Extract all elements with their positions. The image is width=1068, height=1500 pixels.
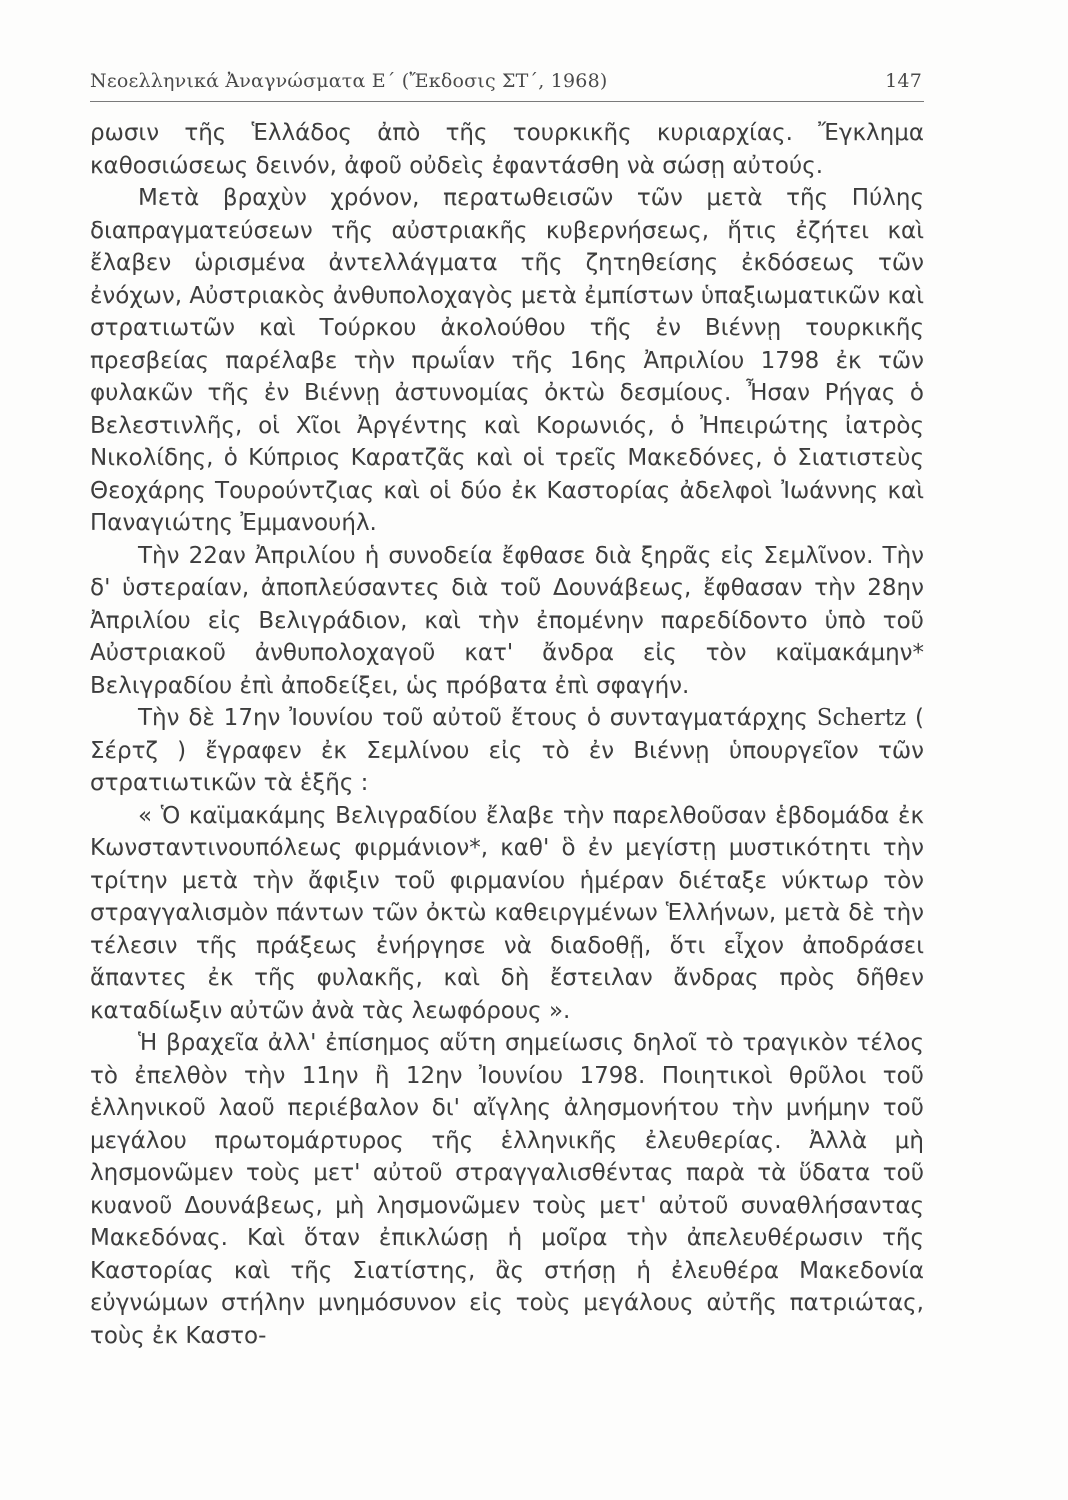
paragraph-arrest: Μετὰ βραχὺν χρόνον, περατωθεισῶν τῶν μετὰ τῆς Πύλης διαπραγματεύσεων τῆς αὐστριακῆς κυβερνήσεως, ἥτις ἐζήτει καὶ ἔλαβεν ὡρισμένα ἀντελλάγματα τῆς ζητηθείσης ἐκδόσεως τῶν ἐνόχων, Αὐστριακὸς ἀνθυπολοχαγὸς μετὰ ἐμπίστων ὑπαξιωματικῶν καὶ στρατιωτῶν καὶ Τούρκου ἀκολούθου τῆς ἐν Βιέννῃ τουρκικῆς πρεσβείας παρέλαβε τὴν πρωΐαν τῆς 16ης Ἀπριλίου 1798 ἐκ τῶν φυλακῶν τῆς ἐν Βιέννῃ ἀστυνομίας ὀκτὼ δεσμίους. Ἦσαν Ρήγας ὁ Βελεστινλῆς, οἱ Χῖοι Ἀργέντης καὶ Κορωνιός, ὁ Ἠπειρώτης ἰατρὸς Νικολίδης, ὁ Κύπριος Καρατζᾶς καὶ οἱ τρεῖς Μακεδόνες, ὁ Σιατιστεὺς Θεοχάρης Τουρούντζιας καὶ οἱ δύο ἐκ Καστορίας ἀδελφοὶ Ἰωάννης καὶ Παναγιώτης Ἐμμανουήλ. (90, 185, 924, 536)
paragraph-journey: Τὴν 22αν Ἀπριλίου ἡ συνοδεία ἔφθασε διὰ ξηρᾶς εἰς Σεμλῖνον. Τὴν δ' ὑστεραίαν, ἀποπλεύσαντες διὰ τοῦ Δουνάβεως, ἔφθασαν τὴν 28ην Ἀπριλίου εἰς Βελιγράδιον, καὶ τὴν ἐπομένην παρεδίδοντο ὑπὸ τοῦ Αὐστριακοῦ ἀνθυπολοχαγοῦ κατ' ἄνδρα εἰς τὸν καϊμακάμην* Βελιγραδίου ἐπὶ ἀποδείξει, ὡς πρόβατα ἐπὶ σφαγήν. (90, 542, 924, 699)
paragraph-report-intro (90, 702, 924, 800)
report-intro-after: ( Σέρτζ ) ἔγραφεν ἐκ Σεμλίνου εἰς τὸ ἐν Βιέννῃ ὑπουργεῖον τῶν στρατιωτικῶν τὰ ἑξῆς : (90, 705, 924, 796)
running-head-title: Νεοελληνικά Ἀναγνώσματα Ε΄ (Ἔκδοσις ΣΤ΄, 1968) (90, 70, 608, 92)
paragraph-quotation: « Ὁ καϊμακάμης Βελιγραδίου ἔλαβε τὴν παρελθοῦσαν ἑβδομάδα ἐκ Κωνσταντινουπόλεως φιρμάνιον*, καθ' ὃ ἐν μεγίστῃ μυστικότητι τὴν τρίτην μετὰ τὴν ἄφιξιν τοῦ φιρμανίου ἡμέραν διέταξε νύκτωρ τὸν στραγγαλισμὸν πάντων τῶν ὀκτὼ καθειργμένων Ἑλλήνων, μετὰ δὲ τὴν τέλεσιν τῆς πράξεως ἐνήργησε νὰ διαδοθῇ, ὅτι εἶχον ἀποδράσει ἅπαντες ἐκ τῆς φυλακῆς, καὶ δὴ ἔστειλαν ἄνδρας πρὸς δῆθεν καταδίωξιν αὐτῶν ἀνὰ τὰς λεωφόρους ». (90, 802, 924, 1024)
header-rule (90, 101, 924, 102)
report-intro-before: Τὴν δὲ 17ην Ἰουνίου τοῦ αὐτοῦ ἔτους ὁ συνταγματάρχης (138, 705, 817, 731)
paragraph-conclusion: Ἡ βραχεῖα ἀλλ' ἐπίσημος αὕτη σημείωσις δηλοῖ τὸ τραγικὸν τέλος τὸ ἐπελθὸν τὴν 11ην ἢ 12ην Ἰουνίου 1798. Ποιητικοὶ θρῦλοι τοῦ ἑλληνικοῦ λαοῦ περιέβαλον δι' αἴγλης ἀλησμονήτου τὴν μνήμην τοῦ μεγάλου πρωτομάρτυρος τῆς ἑλληνικῆς ἐλευθερίας. Ἀλλὰ μὴ λησμονῶμεν τοὺς μετ' αὐτοῦ στραγγαλισθέντας παρὰ τὰ ὕδατα τοῦ κυανοῦ Δουνάβεως, μὴ λησμονῶμεν τοὺς μετ' αὐτοῦ συναθλήσαντας Μακεδόνας. Καὶ ὅταν ἐπικλώσῃ ἡ μοῖρα τὴν ἀπελευθέρωσιν τῆς Καστορίας καὶ τῆς Σιατίστης, ἂς στήσῃ ἡ ἐλευθέρα Μακεδονία εὐγνώμων στήλην μνημόσυνον εἰς τοὺς μεγάλους αὐτῆς πατριώτας, τοὺς ἐκ Καστο- (90, 1030, 924, 1349)
page-number: 147 (885, 70, 922, 92)
paragraph-continued: ρωσιν τῆς Ἑλλάδος ἀπὸ τῆς τουρκικῆς κυριαρχίας. Ἔγκλημα καθοσιώσεως δεινόν, ἀφοῦ οὐδεὶς ἐφαντάσθη νὰ σώσῃ αὐτούς. (90, 120, 924, 179)
report-intro-latin-name: Schertz (816, 705, 907, 731)
body-text (90, 117, 924, 1352)
running-head (90, 66, 922, 100)
